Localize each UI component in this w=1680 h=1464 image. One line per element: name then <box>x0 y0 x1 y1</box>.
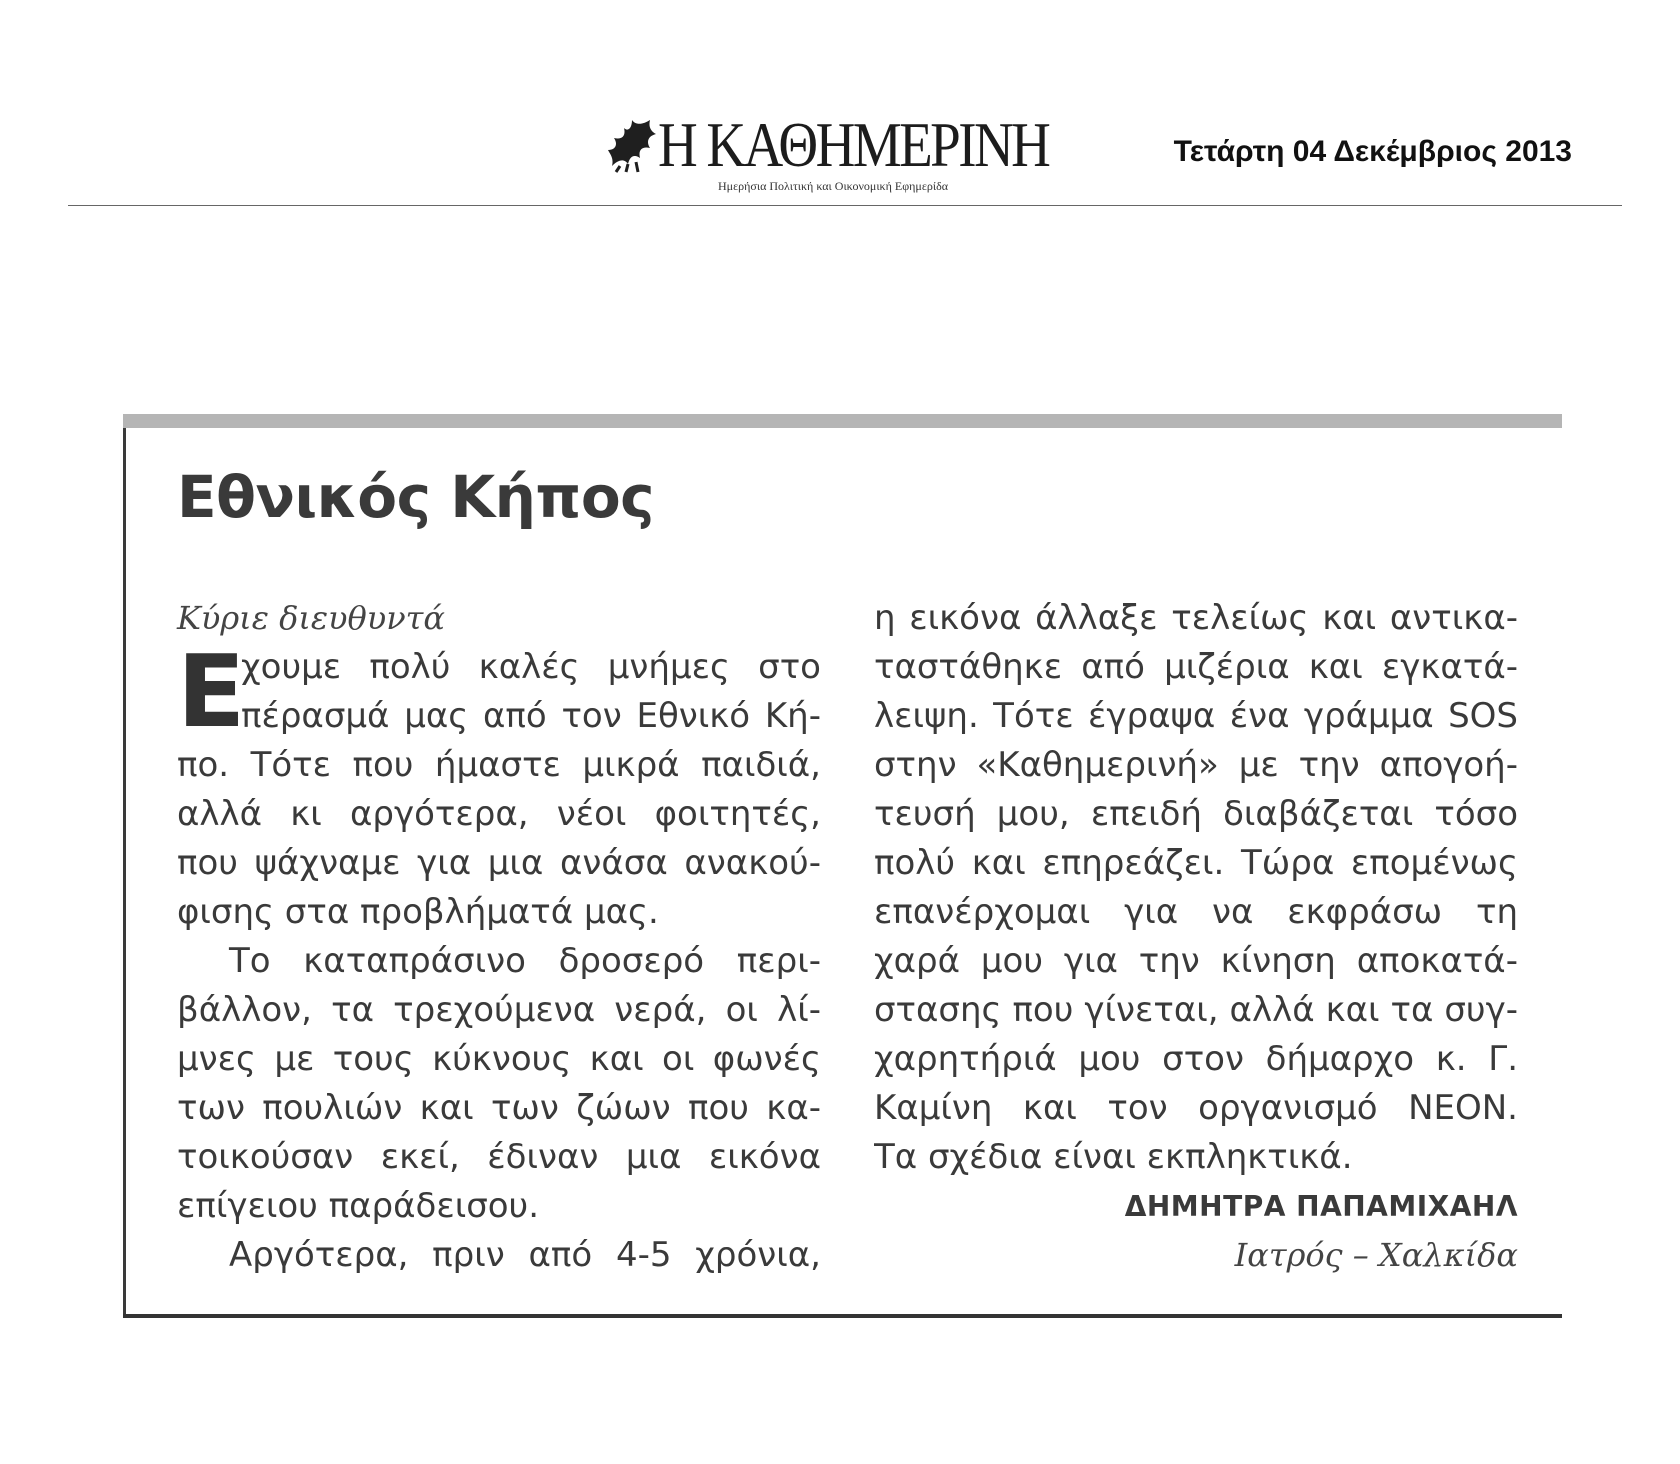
article-top-bar <box>123 414 1562 428</box>
article-headline: Εθνικός Κήπος <box>177 463 655 531</box>
body-line: Το καταπράσινο δροσερό περι- <box>229 941 821 981</box>
body-line: πολύ και επηρεάζει. Τώρα επομένως <box>874 843 1518 883</box>
body-line: τοικούσαν εκεί, έδιναν μια εικόνα <box>177 1137 821 1177</box>
drop-cap: Ε <box>177 633 246 750</box>
body-line: στασης που γίνεται, αλλά και τα συγ- <box>874 990 1518 1030</box>
issue-date: Τετάρτη 04 Δεκέμβριος 2013 <box>1173 135 1572 168</box>
body-line: που ψάχναμε για μια ανάσα ανακού- <box>177 843 821 883</box>
body-line: των πουλιών και των ζώων που κα- <box>177 1088 821 1128</box>
body-line: Τα σχέδια είναι εκπληκτικά. <box>874 1137 1353 1177</box>
drop-cap-block <box>177 633 821 750</box>
body-line: η εικόνα άλλαξε τελείως και αντικα- <box>874 598 1518 638</box>
body-line: χουμε πολύ καλές μνήμες στο <box>241 647 821 687</box>
author-name: ΔΗΜΗΤΡΑ ΠΑΠΑΜΙΧΑΗΛ <box>1124 1190 1518 1223</box>
body-line: αλλά κι αργότερα, νέοι φοιτητές, <box>177 794 821 834</box>
article-bottom-rule <box>123 1314 1562 1318</box>
letter-article <box>123 414 1562 1318</box>
body-line: βάλλον, τα τρεχούμενα νερά, οι λί- <box>177 990 821 1030</box>
phoenix-bird-icon <box>606 116 658 174</box>
body-line: στην «Καθημερινή» με την απογοή- <box>874 745 1518 785</box>
newspaper-masthead <box>600 104 1100 200</box>
author-role: Ιατρός – Χαλκίδα <box>1234 1236 1518 1274</box>
body-line: χαρά μου για την κίνηση αποκατά- <box>874 941 1518 981</box>
body-line: πο. Τότε που ήμαστε μικρά παιδιά, <box>177 745 821 785</box>
body-line: Αργότερα, πριν από 4-5 χρόνια, <box>229 1235 821 1275</box>
body-line: λειψη. Τότε έγραψα ένα γράμμα SOS <box>874 696 1518 736</box>
body-line: επανέρχομαι για να εκφράσω τη <box>874 892 1518 932</box>
article-column-left <box>177 594 821 1280</box>
newspaper-subtitle: Ημερήσια Πολιτική και Οικονομική Εφημερίδα <box>718 179 949 193</box>
salutation: Κύριε διευθυντά <box>177 599 445 637</box>
body-line: χαρητήριά μου στον δήμαρχο κ. Γ. <box>874 1039 1518 1079</box>
body-line: τευσή μου, επειδή διαβάζεται τόσο <box>874 794 1518 834</box>
newspaper-title: Η ΚΑΘΗΜΕΡΙΝΗ <box>658 109 1049 180</box>
body-line: ταστάθηκε από μιζέρια και εγκατά- <box>874 647 1518 687</box>
body-line: φισης στα προβλήματά μας. <box>177 892 659 932</box>
article-column-right <box>874 594 1518 1280</box>
header-divider <box>68 205 1622 206</box>
body-line: πέρασμά μας από τον Εθνικό Κή- <box>241 696 821 736</box>
body-line: Καμίνη και τον οργανισμό ΝΕΟΝ. <box>874 1088 1518 1128</box>
body-line: επίγειου παράδεισου. <box>177 1186 540 1226</box>
body-line: μνες με τους κύκνους και οι φωνές <box>177 1039 821 1079</box>
